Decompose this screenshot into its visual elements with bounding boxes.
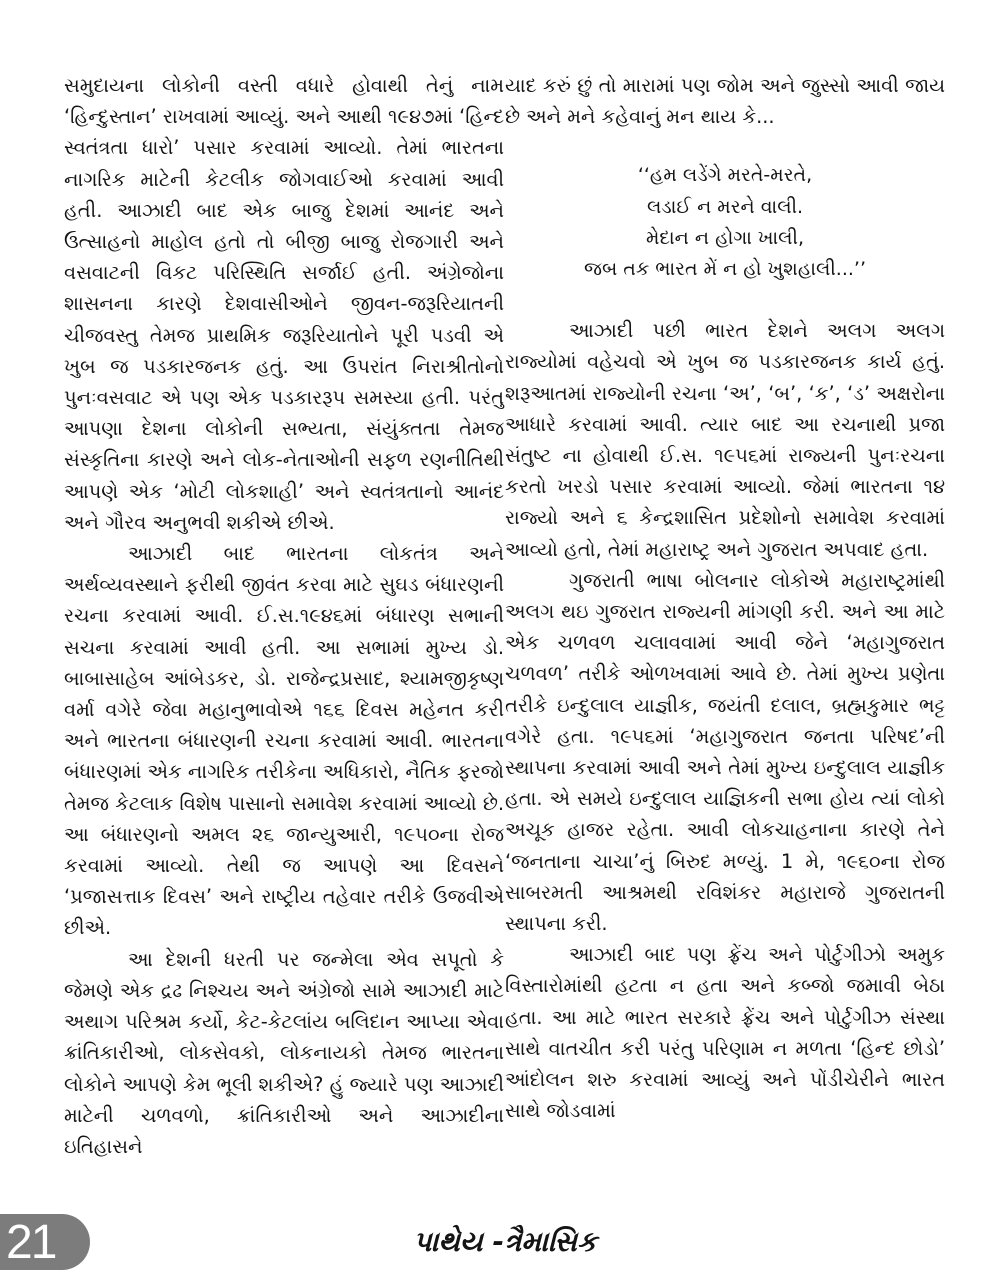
- paragraph-intro: યાદ કરું છું તો મારામાં પણ જોમ અને જુસ્સો આવી જાય છે અને મને કહેવાનું મન થાય કે...: [505, 74, 945, 129]
- poem-line: લડાઈ ન મરને વાલી.: [646, 195, 804, 218]
- paragraph: આઝાદી પછી ભારત દેશને અલગ અલગ રાજ્યોમાં વહેચવો એ ખુબ જ પડકારજનક કાર્ય હતું. શરૂઆતમાં રાજ્યોની રચના ‘અ’, ‘બ’, ‘ક’, ‘ડ’ અક્ષરોના આધારે કરવામાં આવી. ત્યાર બાદ આ રચનાથી પ્રજા સંતુષ્ટ ના હોવાથી ઈ.સ. ૧૯૫૬માં રાજ્યની પુનઃરચના કરતો ખરડો પસાર કરવામાં આવ્યો. જેમાં ભારતના ૧૪ રાજ્યો અને ૬ કેન્દ્રશાસિત પ્રદેશોનો સમાવેશ કરવામાં આવ્યો હતો, તેમાં મહારાષ્ટ્ર અને ગુજરાત અપવાદ હતા.: [505, 319, 945, 561]
- poem-line: મેદાન ન હોગા ખાલી,: [645, 226, 804, 249]
- magazine-title: પાથેય -ત્રૈમાસિક: [413, 1225, 597, 1258]
- paragraph: આઝાદી બાદ ભારતના લોકતંત્ર અને અર્થવ્યવસ્થાને ફરીથી જીવંત કરવા માટે સુઘડ બંધારણની રચના કરવામાં આવી. ઈ.સ.૧૯૪૬માં બંધારણ સભાની સચના કરવામાં આવી હતી. આ સભામાં મુખ્ય ડો. બાબાસાહેબ આંબેડકર, ડો. રાજેન્દ્રપ્રસાદ, શ્યામજીકૃષ્ણ વર્મા વગેરે જેવા મહાનુભાવોએ ૧૬૬ દિવસ મહેનત કરી અને ભારતના બંધારણની રચના કરવામાં આવી. ભારતના બંધારણમાં એક નાગરિક તરીકેના અધિકારો, નૈતિક ફરજો તેમજ કેટલાક વિશેષ પાસાનો સમાવેશ કરવામાં આવ્યો છે. આ બંધારણનો અમલ ૨૬ જાન્યુઆરી, ૧૯૫૦ના રોજ કરવામાં આવ્યો. તેથી જ આપણે આ દિવસને ‘પ્રજાસત્તાક દિવસ’ અને રાષ્ટ્રીય તહેવાર તરીકે ઉજવીએ છીએ.: [64, 542, 504, 940]
- paragraph: આ દેશની ધરતી પર જન્મેલા એવ સપૂતો કે જેમણે એક દ્રઢ નિશ્ચય અને અંગ્રેજો સામે આઝાદી માટે અથાગ પરિશ્રમ કર્યો, કેટ-કેટલાંય બલિદાન આપ્યા એવા ક્રાંતિકારીઓ, લોકસેવકો, લોકનાયકો તેમજ ભારતના લોકોને આપણે કેમ ભૂલી શકીએ? હું જ્યારે પણ આઝાદી માટેની ચળવળો, ક્રાંતિકારીઓ અને આઝાદીના ઇતિહાસને: [64, 947, 504, 1158]
- poem-quote: [505, 160, 945, 285]
- poem-line: જબ તક ભારત મેં ન હો ખુશહાલી...’’: [583, 258, 866, 281]
- poem-line: ‘‘હમ લડેંગે મરતે-મરતે,: [637, 164, 813, 187]
- page-number: 21: [6, 1216, 56, 1269]
- paragraph: ગુજરાતી ભાષા બોલનાર લોકોએ મહારાષ્ટ્રમાંથી અલગ થઇ ગુજરાત રાજ્યની માંગણી કરી. અને આ માટે એક ચળવળ ચલાવવામાં આવી જેને ‘મહાગુજરાત ચળવળ’ તરીકે ઓળખવામાં આવે છે. તેમાં મુખ્ય પ્રણેતા તરીકે ઇન્દુલાલ યાજ્ઞીક, જયંતી દલાલ, બ્રહ્મકુમાર ભટ્ટ વગેરે હતા. ૧૯૫૬માં ‘મહાગુજરાત જનતા પરિષદ’ની સ્થાપના કરવામાં આવી અને તેમાં મુખ્ય ઇન્દુલાલ યાજ્ઞીક હતા. એ સમયે ઇન્દુલાલ યાજ્ઞિકની સભા હોય ત્યાં લોકો અચૂક હાજર રહેતા. આવી લોકચાહનાના કારણે તેને ‘જનતાના ચાચા’નું બિરુદ મળ્યું. 1 મે, ૧૯૬૦ના રોજ સાબરમતી આશ્રમથી રવિશંકર મહારાજે ગુજરાતની સ્થાપના કરી.: [505, 568, 945, 936]
- left-column: [64, 70, 504, 1162]
- paragraph: સમુદાયના લોકોની વસ્તી વધારે હોવાથી તેનું નામ ‘હિન્દુસ્તાન’ રાખવામાં આવ્યું. અને આથી ૧૯૪૭માં ‘હિન્દ સ્વતંત્રતા ધારો’ પસાર કરવામાં આવ્યો. તેમાં ભારતના નાગરિક માટેની કેટલીક જોગવાઈઓ કરવામાં આવી હતી. આઝાદી બાદ એક બાજુ દેશમાં આનંદ અને ઉત્સાહનો માહોલ હતો તો બીજી બાજુ રોજગારી અને વસવાટની વિકટ પરિસ્થિતિ સર્જાઈ હતી. અંગ્રેજોના શાસનના કારણે દેશવાસીઓને જીવન-જરૂરિયાતની ચીજવસ્તુ તેમજ પ્રાથમિક જરૂરિયાતોને પૂરી પડવી એ ખુબ જ પડકારજનક હતું. આ ઉપરાંત નિરાશ્રીતોનો પુનઃવસવાટ એ પણ એક પડકારરૂપ સમસ્યા હતી. પરંતુ આપણા દેશના લોકોની સભ્યતા, સંયુંક્તતા તેમજ સંસ્કૃતિના કારણે અને લોક-નેતાઓની સફળ રણનીતિથી આપણે એક ‘મોટી લોકશાહી’ અને સ્વતંત્રતાનો આનંદ અને ગૌરવ અનુભવી શકીએ છીએ.: [64, 74, 504, 534]
- right-column: [505, 70, 945, 1127]
- paragraph: આઝાદી બાદ પણ ફ્રેંચ અને પોર્ટુગીઝો અમુક વિસ્તારોમાંથી હટતા ન હતા અને કબ્જો જમાવી બેઠા હતા. આ માટે ભારત સરકારે ફ્રેંચ અને પોર્ટુગીઝ સંસ્થા સાથે વાતચીત કરી પરંતુ પરિણામ ન મળતા ‘હિન્દ છોડો’ આંદોલન શરુ કરવામાં આવ્યું અને પોંડીચેરીને ભારત સાથે જોડવામાં: [505, 943, 945, 1123]
